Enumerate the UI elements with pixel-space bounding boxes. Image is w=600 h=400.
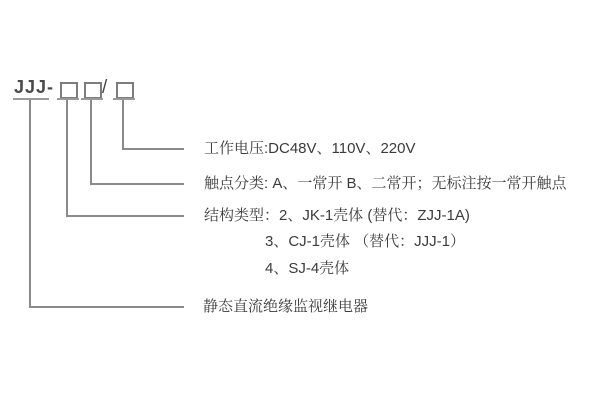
underline-slot-3 — [113, 98, 135, 100]
product-name-label: 静态直流绝缘监视继电器 — [203, 298, 369, 315]
underline-slot-2 — [81, 98, 103, 100]
leader-vertical-slot-1 — [66, 100, 68, 215]
underline-slot-1 — [57, 98, 79, 100]
leader-vertical-prefix — [29, 100, 31, 306]
model-slot-box-3 — [116, 82, 134, 99]
structure-type-label-line3: 4、SJ-4壳体 — [265, 260, 350, 277]
leader-horizontal-voltage — [122, 148, 184, 150]
underline-prefix — [13, 98, 49, 100]
leader-vertical-slot-3 — [122, 100, 124, 148]
contacts-label: 触点分类: A、一常开 B、二常开；无标注按一常开触点 — [204, 175, 567, 192]
structure-type-label-line2: 3、CJ-1壳体 （替代：JJJ-1） — [265, 233, 466, 250]
voltage-label: 工作电压:DC48V、110V、220V — [204, 140, 416, 157]
leader-vertical-slot-2 — [90, 100, 92, 183]
leader-horizontal-product-name — [29, 306, 184, 308]
leader-horizontal-contacts — [90, 183, 184, 185]
model-slot-box-1 — [60, 82, 78, 99]
model-prefix-text: JJJ- — [14, 77, 55, 97]
structure-type-label-line1: 结构类型：2、JK-1壳体 (替代：ZJJ-1A) — [204, 207, 470, 224]
model-slot-box-2 — [84, 82, 102, 99]
model-slash-separator: / — [102, 77, 108, 98]
leader-horizontal-structure — [66, 215, 184, 217]
